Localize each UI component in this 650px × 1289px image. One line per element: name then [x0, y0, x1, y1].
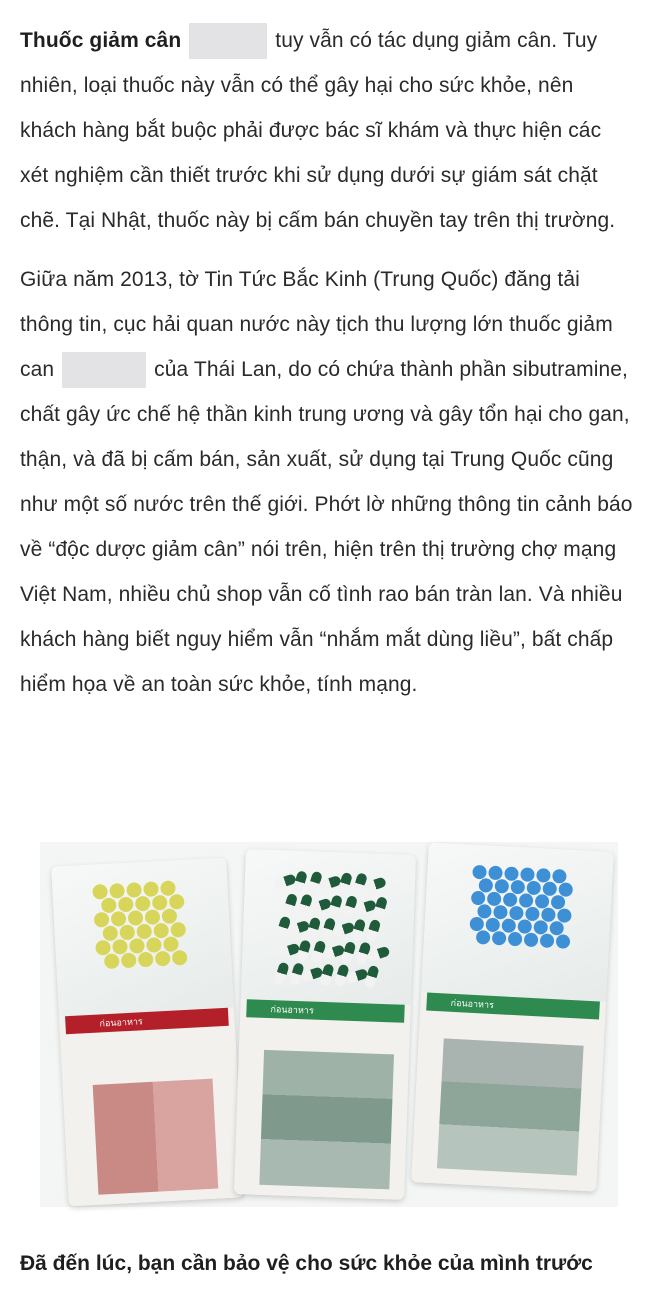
redacted-drug-name-2 [62, 352, 146, 388]
blue-pill [503, 892, 518, 907]
blue-pill [504, 866, 519, 881]
yellow-pill [137, 952, 153, 968]
blue-pill [501, 918, 516, 933]
bag-yellow-pills [51, 858, 244, 1207]
blue-pill [471, 891, 486, 906]
paragraph-1 [20, 18, 635, 243]
bag-label-text: ก่อนอาหาร [270, 1004, 314, 1016]
blue-pill [517, 919, 532, 934]
yellow-pill [136, 924, 152, 940]
blue-pill [524, 933, 539, 948]
blue-pill [476, 930, 491, 945]
yellow-pill [171, 950, 187, 966]
yellow-pill [100, 897, 116, 913]
blue-pill [552, 869, 567, 884]
capsule [372, 896, 388, 920]
blue-pill [519, 893, 534, 908]
p2-text-start: Giữa năm 2013, tờ Tin Tức Bắc Kinh (Trung Quốc) đăng tải thông tin, cục hải quan nước này tịch thu lượng lớn thuốc giảm can [20, 268, 613, 381]
yellow-pill [119, 925, 135, 941]
blue-pill [540, 933, 555, 948]
bag-green-capsules [234, 849, 416, 1200]
p1-line1-text: tuy vẫn có tác dụng giảm cân. Tuy [275, 29, 598, 52]
pixelated-label [259, 1050, 394, 1189]
yellow-pill [120, 953, 136, 969]
capsule [350, 918, 366, 942]
bag-label-text: ก่อนอาหาร [99, 1016, 143, 1029]
p1-text: nhiên, loại thuốc này vẫn có thể gây hại cho sức khỏe, nên khách hàng bắt buộc phải được bác sĩ khám và thực hiện các xét nghiệm cần thiết trước khi sử dụng dưới sự giám sát chặt chẽ. Tại Nhật, thuốc này bị cấm bán chuyền tay trên thị trường. [20, 74, 616, 232]
capsule [364, 965, 380, 989]
blue-pills [467, 865, 583, 981]
capsule [341, 941, 357, 965]
yellow-pill [154, 951, 170, 967]
bag-blue-pills [411, 842, 614, 1191]
blue-pill [492, 931, 507, 946]
redacted-drug-name [189, 23, 267, 59]
pixelated-label [437, 1038, 584, 1175]
yellow-pill [102, 925, 118, 941]
capsule [337, 872, 353, 896]
blue-pill [533, 920, 548, 935]
yellow-pill [117, 897, 133, 913]
p2-text-end: của Thái Lan, do có chứa thành phần sibutramine, chất gây ức chế hệ thần kinh trung ương và gây tổn hại cho gan, thận, và đã bị cấm bán, sản xuất, sử dụng tại Trung Quốc cũng như một số nước trên thế giới. Phớt lờ những thông tin cảnh báo về “độc dược giảm cân” nói trên, hiện trên thị trường chợ mạng Việt Nam, nhiều chủ shop vẫn cố tình rao bán tràn lan. Và nhiều khách hàng biết nguy hiểm vẫn “nhắm mắt dùng liều”, bất chấp hiểm họa về an toàn sức khỏe, tính mạng. [20, 358, 633, 696]
capsule [319, 963, 335, 987]
blue-pill [487, 892, 502, 907]
capsule [274, 961, 290, 985]
green-capsules [276, 870, 390, 994]
capsule [296, 939, 312, 963]
closing-heading: Đã đến lúc, bạn cần bảo vệ cho sức khỏe của mình trước [20, 1252, 593, 1275]
capsule [327, 894, 343, 918]
blue-pill [520, 867, 535, 882]
capsule [365, 919, 381, 943]
yellow-pill [151, 895, 167, 911]
blue-pill [508, 932, 523, 947]
yellow-pill [153, 923, 169, 939]
pill-bags-photo [40, 842, 618, 1207]
drug-name-bold: Thuốc giảm cân [20, 29, 182, 52]
capsule [292, 870, 308, 894]
pixelated-label [93, 1079, 219, 1195]
yellow-pills [92, 879, 198, 1004]
yellow-pill [134, 896, 150, 912]
blue-pill [472, 865, 487, 880]
bag-label-text: ก่อนอาหาร [450, 997, 495, 1011]
yellow-pill [103, 953, 119, 969]
blue-pill [551, 895, 566, 910]
yellow-pill [168, 894, 184, 910]
blue-pill [536, 868, 551, 883]
blue-pill [535, 894, 550, 909]
blue-pill [488, 866, 503, 881]
blue-pill [485, 917, 500, 932]
capsule [282, 893, 298, 917]
capsule [305, 917, 321, 941]
blue-pill [549, 921, 564, 936]
blue-pill [469, 917, 484, 932]
yellow-pill [170, 922, 186, 938]
article-body [20, 18, 635, 721]
blue-pill [556, 934, 571, 949]
paragraph-2 [20, 257, 635, 707]
